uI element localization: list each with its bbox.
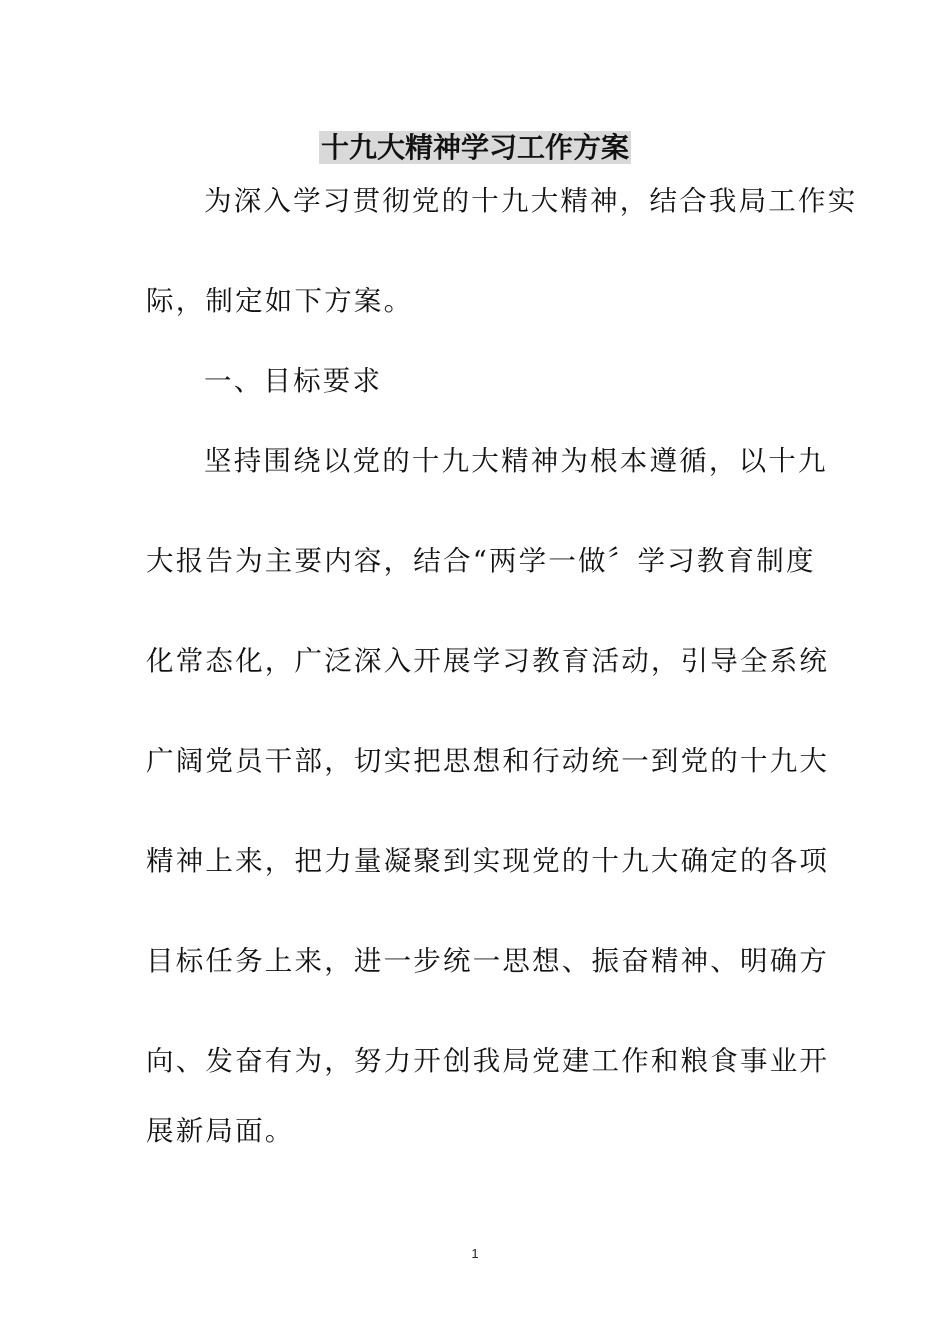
document-title [0, 128, 950, 168]
paragraph-goals-line-2: 大报告为主要内容，结合“两学一做〞学习教育制度 [146, 545, 816, 577]
paragraph-intro-line-1: 为深入学习贯彻党的十九大精神，结合我局工作实 [204, 185, 858, 217]
paragraph-goals-line-6: 目标任务上来，进一步统一思想、振奋精神、明确方 [146, 945, 830, 977]
paragraph-goals-line-8: 展新局面。 [146, 1115, 295, 1147]
paragraph-intro-line-2: 际，制定如下方案。 [146, 285, 414, 317]
page-number: 1 [471, 1246, 479, 1261]
paragraph-goals-line-5: 精神上来，把力量凝聚到实现党的十九大确定的各项 [146, 845, 830, 877]
paragraph-goals-line-1: 坚持围绕以党的十九大精神为根本遵循，以十九 [204, 445, 828, 477]
paragraph-goals-line-4: 广阔党员干部，切实把思想和行动统一到党的十九大 [146, 745, 830, 777]
section-heading-goals: 一、目标要求 [204, 365, 383, 397]
paragraph-goals-line-7: 向、发奋有为，努力开创我局党建工作和粮食事业开 [146, 1045, 830, 1077]
paragraph-goals-line-3: 化常态化，广泛深入开展学习教育活动，引导全系统 [146, 645, 830, 677]
document-title-text: 十九大精神学习工作方案 [320, 131, 629, 164]
